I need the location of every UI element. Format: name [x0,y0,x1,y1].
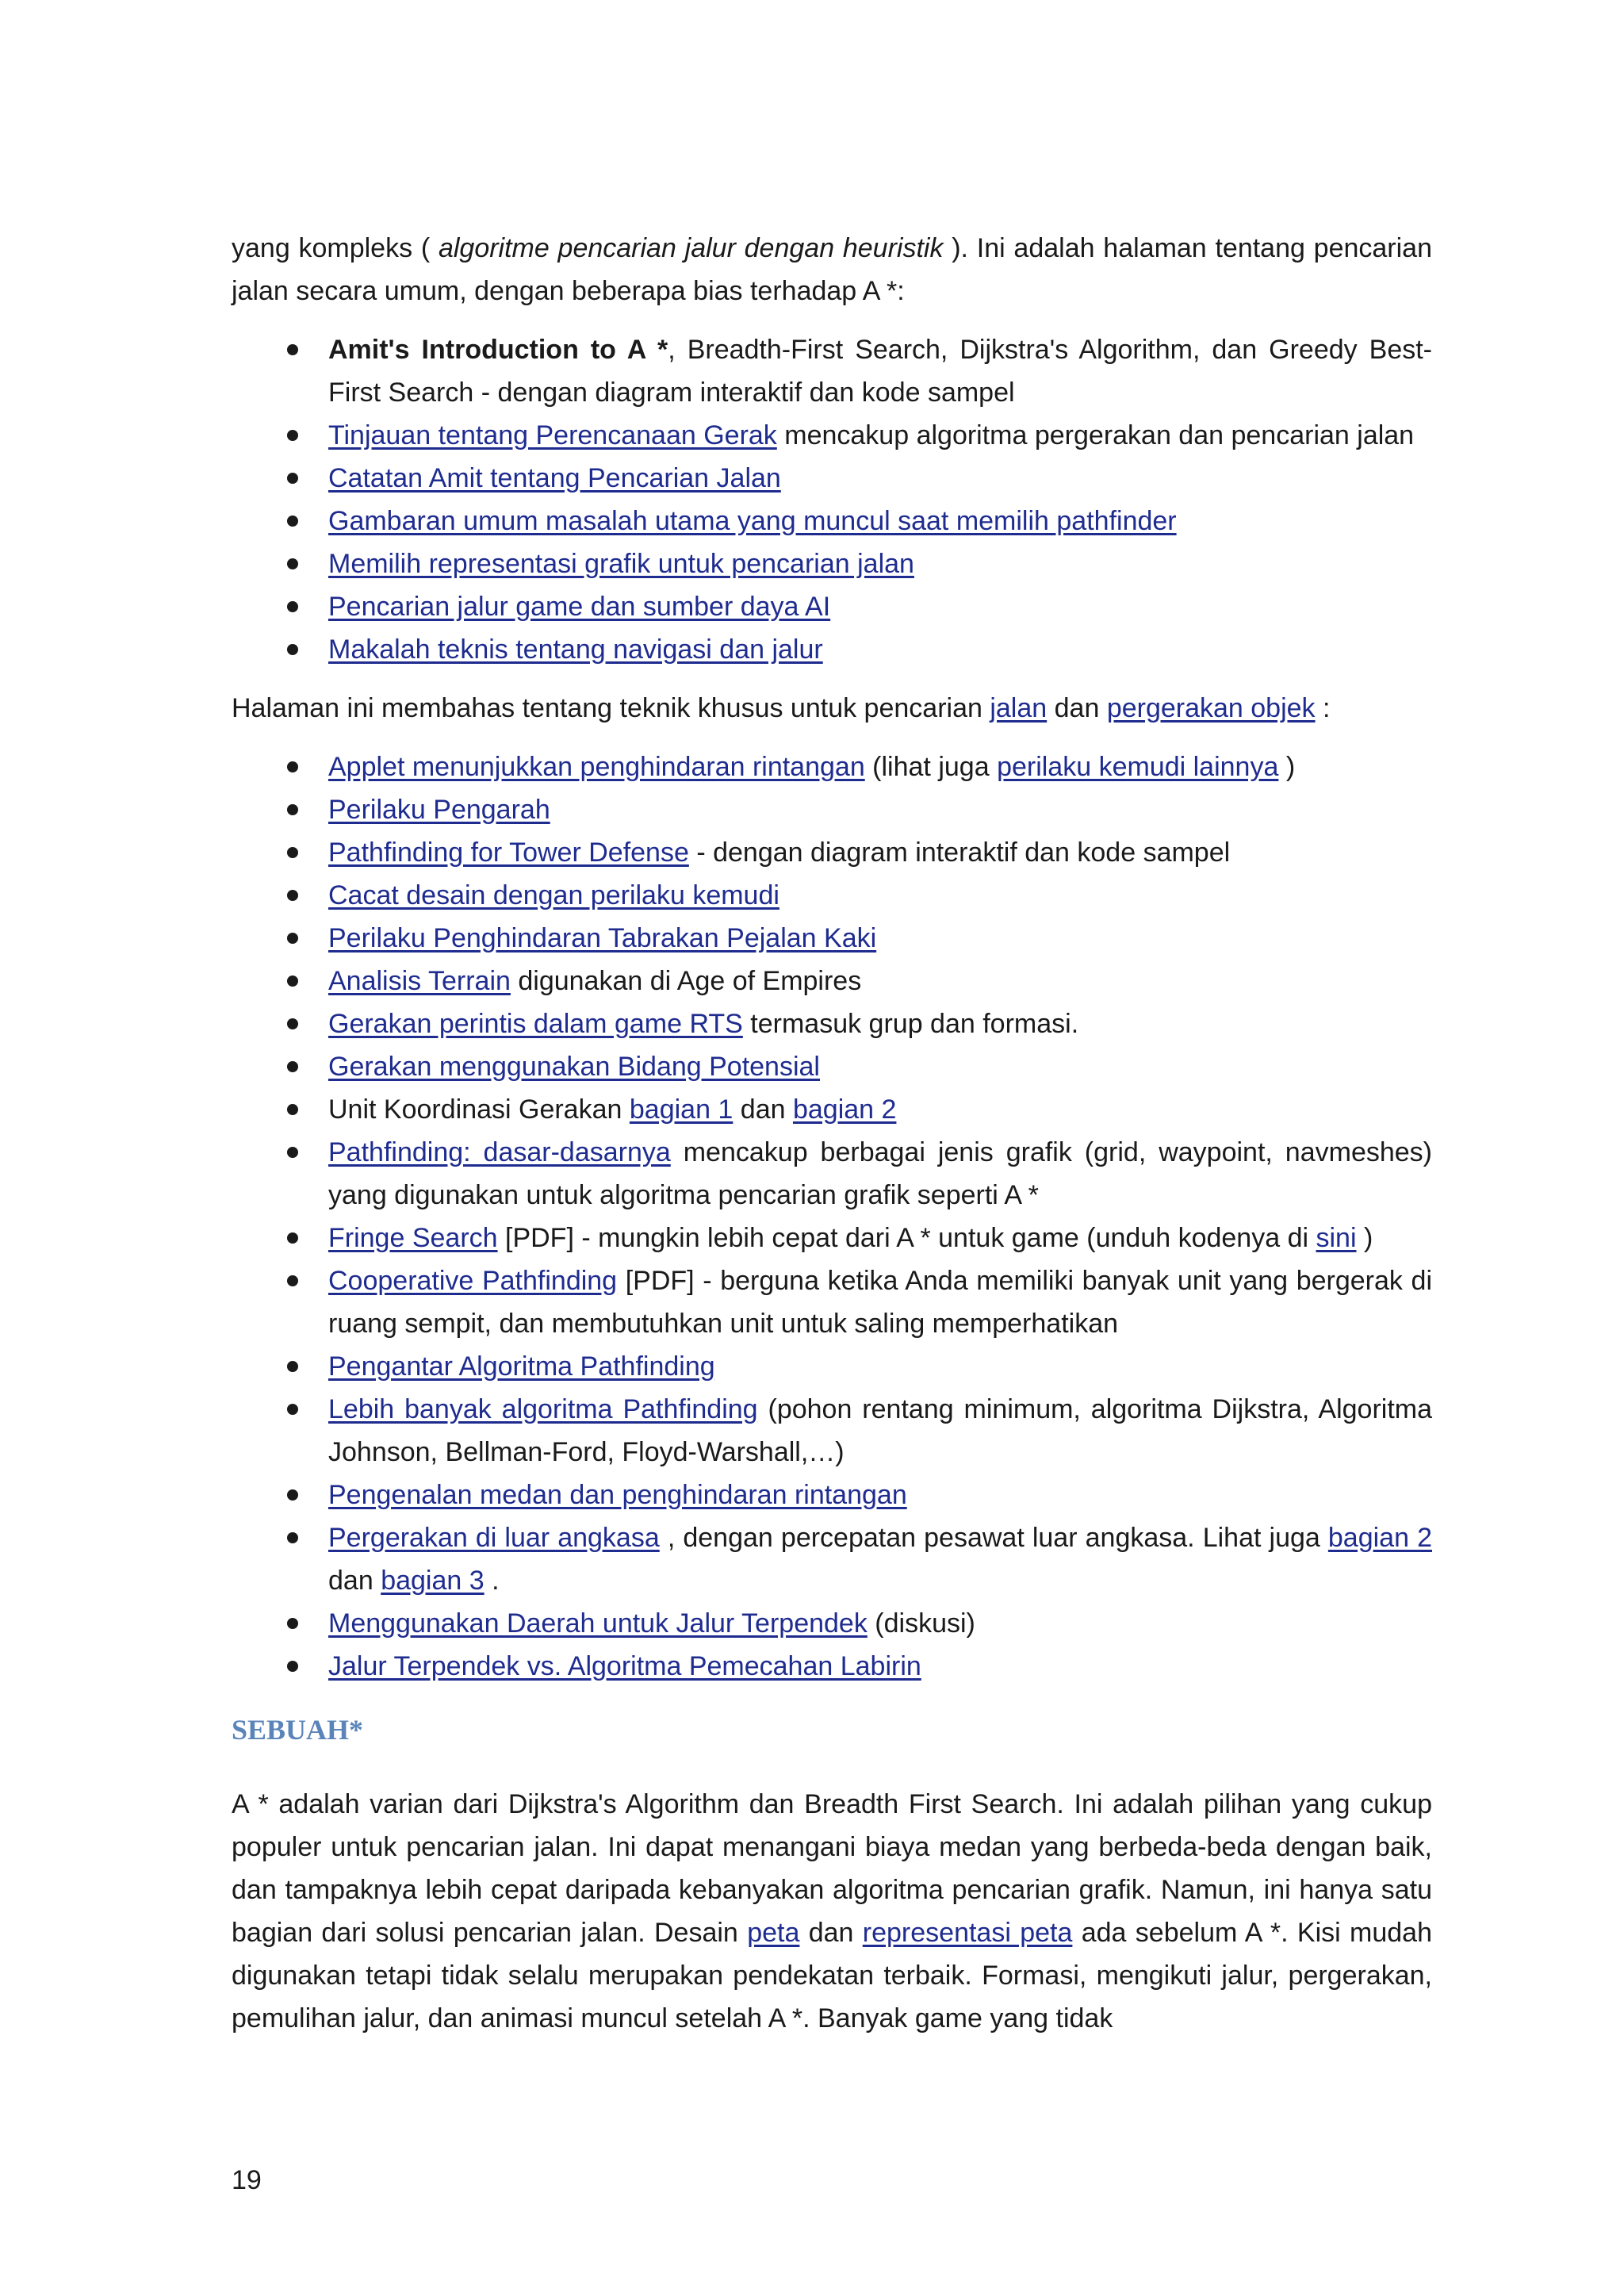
list-item [328,1088,1432,1131]
specific-techniques-list [232,746,1432,1688]
item-text: ) [1356,1223,1373,1253]
item-text: , Breadth-First Search, Dijkstra's Algorithm, dan Greedy Best-First Search - dengan diagram interaktif dan kode sampel [328,335,1432,408]
link-pedestrian-avoidance[interactable]: Perilaku Penghindaran Tabrakan Pejalan Kaki [328,923,877,953]
section-heading: SEBUAH* [232,1714,364,1746]
item-text: , dengan percepatan pesawat luar angkasa. Lihat juga [659,1523,1328,1553]
link-space-part-3[interactable]: bagian 3 [381,1566,485,1596]
link-terrain-obstacle-intro[interactable]: Pengenalan medan dan penghindaran rintangan [328,1480,907,1510]
item-text: [PDF] - berguna ketika Anda memiliki banyak unit yang bergerak di ruang sempit, dan membutuhkan unit untuk saling memperhatikan [328,1266,1432,1339]
page-number: 19 [232,2165,262,2195]
list-item [328,414,1432,457]
link-pathfinding-basics[interactable]: Pathfinding: dasar-dasarnya [328,1137,671,1167]
link-cooperative-pathfinding[interactable]: Cooperative Pathfinding [328,1266,618,1296]
item-text: . [484,1566,500,1596]
general-pathfinding-list [232,328,1432,671]
list-item [328,1045,1432,1088]
link-obstacle-applet[interactable]: Applet menunjukkan penghindaran rintangan [328,752,865,782]
item-text: dan [328,1566,381,1596]
mid-text: : [1315,693,1331,723]
link-amit-notes[interactable]: Catatan Amit tentang Pencarian Jalan [328,463,781,493]
bold-title: Amit's Introduction to A * [328,335,668,365]
link-tower-defense[interactable]: Pathfinding for Tower Defense [328,838,689,868]
list-item [328,1131,1432,1217]
paragraph-text: dan [799,1918,863,1948]
list-item [328,585,1432,628]
intro-paragraph [232,227,1432,312]
list-item [328,1345,1432,1388]
link-regions-shortest-path[interactable]: Menggunakan Daerah untuk Jalur Terpendek [328,1608,868,1639]
list-item [328,1259,1432,1345]
link-motion-planning[interactable]: Tinjauan tentang Perencanaan Gerak [328,420,777,450]
link-pergerakan-objek[interactable]: pergerakan objek [1106,693,1316,723]
list-item [328,874,1432,917]
document-page [232,227,1432,2040]
item-text: [PDF] - mungkin lebih cepat dari A * untuk game (unduh kodenya di [497,1223,1316,1253]
link-part-1[interactable]: bagian 1 [629,1094,733,1125]
list-item [328,542,1432,585]
item-text: (lihat juga [864,752,998,782]
list-item [328,1602,1432,1645]
list-item [328,1002,1432,1045]
list-item [328,1217,1432,1259]
link-part-2[interactable]: bagian 2 [792,1094,897,1125]
intro-italic: algoritme pencarian jalur dengan heuristik [438,233,944,263]
link-fringe-search[interactable]: Fringe Search [328,1223,498,1253]
a-star-paragraph [232,1783,1432,2040]
list-item [328,1388,1432,1474]
paragraph-text: ada sebelum A *. Kisi mudah digunakan tetapi tidak selalu merupakan pendekatan terbaik. Formasi, mengikuti jalur, pergerakan, pemulihan jalur, dan animasi muncul setelah A *. Banyak game yang tidak [232,1918,1432,2033]
link-jalan[interactable]: jalan [990,693,1048,723]
list-item [328,831,1432,874]
paragraph-text: A * adalah varian dari Dijkstra's Algorithm dan Breadth First Search. Ini adalah pilihan yang cukup populer untuk pencarian jalan. Ini dapat menangani biaya medan yang berbeda-beda dengan baik, dan tampaknya lebih cepat daripada kebanyakan algoritma pencarian grafik. Namun, ini hanya satu bagian dari solusi pencarian jalan. Desain [232,1789,1432,1948]
item-text: - dengan diagram interaktif dan kode sampel [688,838,1231,868]
link-more-pathfinding-algorithms[interactable]: Lebih banyak algoritma Pathfinding [328,1394,758,1424]
list-item [328,457,1432,500]
list-item [328,788,1432,831]
link-representasi-peta[interactable]: representasi peta [862,1918,1073,1948]
list-item [328,328,1432,414]
item-text: mencakup berbagai jenis grafik (grid, waypoint, navmeshes) yang digunakan untuk algoritma pencarian grafik seperti A * [328,1137,1433,1210]
link-graph-representation[interactable]: Memilih representasi grafik untuk pencarian jalan [328,549,914,579]
link-game-ai-resources[interactable]: Pencarian jalur game dan sumber daya AI [328,592,831,622]
link-pathfinder-overview[interactable]: Gambaran umum masalah utama yang muncul saat memilih pathfinder [328,506,1177,536]
link-navigation-papers[interactable]: Makalah teknis tentang navigasi dan jalur [328,634,823,665]
list-item [328,746,1432,788]
link-terrain-analysis[interactable]: Analisis Terrain [328,966,511,996]
item-text: (diskusi) [867,1608,975,1639]
intro-text-end: ). Ini adalah halaman tentang pencarian jalan secara umum, dengan beberapa bias terhadap A *: [232,233,1433,306]
item-text: mencakup algoritma pergerakan dan pencarian jalan [776,420,1415,450]
link-design-flaws[interactable]: Cacat desain dengan perilaku kemudi [328,880,779,910]
link-steering-behaviors[interactable]: perilaku kemudi lainnya [997,752,1279,782]
list-item [328,1645,1432,1688]
item-text: (pohon rentang minimum, algoritma Dijkstra, Algoritma Johnson, Bellman-Ford, Floyd-Warshall,…) [328,1394,1432,1467]
item-text: digunakan di Age of Empires [510,966,862,996]
link-download-code[interactable]: sini [1316,1223,1357,1253]
mid-text: dan [1047,693,1107,723]
list-item [328,500,1432,542]
link-space-movement[interactable]: Pergerakan di luar angkasa [328,1523,660,1553]
item-text: ) [1278,752,1296,782]
mid-paragraph [232,687,1432,730]
link-intro-pathfinding-algorithms[interactable]: Pengantar Algoritma Pathfinding [328,1351,715,1382]
link-peta[interactable]: peta [747,1918,800,1948]
list-item [328,1474,1432,1516]
mid-text: Halaman ini membahas tentang teknik khusus untuk pencarian [232,693,990,723]
link-potential-fields[interactable]: Gerakan menggunakan Bidang Potensial [328,1052,820,1082]
link-space-part-2[interactable]: bagian 2 [1327,1523,1432,1553]
link-rts-movement[interactable]: Gerakan perintis dalam game RTS [328,1009,743,1039]
list-item [328,960,1432,1002]
item-text: dan [733,1094,793,1125]
item-text: Unit Koordinasi Gerakan [328,1094,630,1125]
list-item [328,1516,1432,1602]
intro-text: yang kompleks ( [232,233,431,263]
list-item [328,917,1432,960]
list-item [328,628,1432,671]
item-text: termasuk grup dan formasi. [742,1009,1079,1039]
link-shortest-path-vs-maze[interactable]: Jalur Terpendek vs. Algoritma Pemecahan Labirin [328,1651,921,1681]
link-steering[interactable]: Perilaku Pengarah [328,795,550,825]
